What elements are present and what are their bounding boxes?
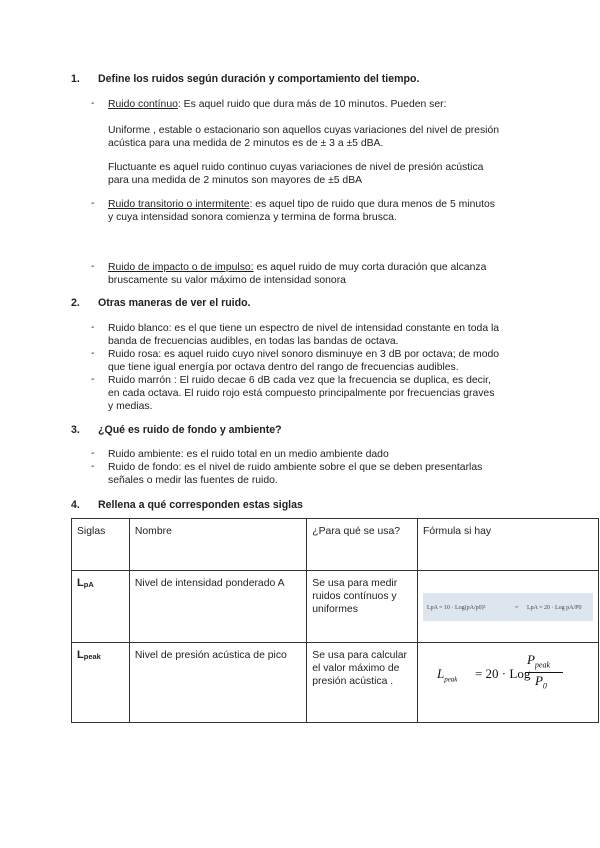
formula-cell: [417, 643, 598, 723]
nombre-cell: Nivel de presión acústica de pico: [129, 643, 306, 723]
sigla-cell: [72, 643, 130, 723]
bullet-dash: -: [91, 322, 95, 333]
formula-denominator: $P_0$: [534, 673, 547, 691]
bullet-dash: -: [91, 374, 95, 385]
table-row: [72, 571, 599, 643]
section-1-number: 1.: [71, 73, 80, 85]
formula-lpa-right: LpA = 20 · Log pA/P0: [526, 605, 582, 611]
table-row: [72, 643, 599, 723]
uso-cell: Se usa para medir ruidos contínuos y uniformes: [307, 571, 418, 643]
formula-cell: [417, 571, 598, 643]
section-2-number: 2.: [71, 297, 80, 309]
bullet-dash: -: [91, 198, 95, 209]
ruido-marron-line-2: en cada octava. El ruido rojo está compuesto principalmente por frecuencias graves: [108, 388, 495, 399]
ruido-impacto-text: es aquel ruido de muy corta duración que alcanza: [253, 262, 487, 273]
sigla-sub: peak: [83, 652, 101, 661]
section-4-title: Rellena a qué corresponden estas siglas: [98, 499, 303, 511]
ruido-rosa-line-1: Ruido rosa: es aquel ruido cuyo nivel sonoro disminuye en 3 dB por octava; de modo: [108, 349, 500, 360]
fraction-bar: [525, 672, 563, 673]
bullet-dash: -: [91, 461, 95, 472]
ruido-fondo-line-2: señales o medir las fuentes de ruido.: [108, 475, 278, 486]
ruido-fondo-line-1: Ruido de fondo: es el nivel de ruido ambiente sobre el que se deben presentarlas: [108, 462, 483, 473]
uniforme-line-1: Uniforme , estable o estacionario son aquellos cuyas variaciones del nivel de presión: [108, 125, 500, 136]
ruido-continuo-term: Ruido contínuo: [108, 99, 178, 110]
section-1-title: Define los ruidos según duración y comportamiento del tiempo.: [98, 73, 420, 85]
ruido-rosa-line-2: que tiene igual energía por octava dentro del rango de frecuencias audibles.: [108, 362, 459, 373]
fluctuante-line-2: para una medida de 2 minutos son mayores de ±5 dBA: [108, 175, 363, 186]
ruido-continuo-text: : Es aquel ruido que dura más de 10 minutos. Pueden ser:: [177, 99, 447, 110]
ruido-blanco-line-1: Ruido blanco: es el que tiene un espectro de nivel de intensidad constante en toda la: [108, 323, 500, 334]
fluctuante-line-1: Fluctuante es aquel ruido continuo cuyas variaciones de nivel de presión acústica: [108, 162, 484, 173]
ruido-transitorio-term: Ruido transitorio o intermitente: [108, 199, 250, 210]
table-header-row: [72, 519, 599, 571]
ruido-transitorio-text: : es aquel tipo de ruido que dura menos de 5 minutos: [249, 199, 495, 210]
ruido-impacto-line-2: bruscamente su valor máximo de intensidad sonora: [108, 275, 346, 286]
header-siglas: Siglas: [72, 519, 130, 571]
ruido-transitorio-item: [108, 198, 495, 211]
bullet-dash: -: [91, 261, 95, 272]
formula-image-lpa: [423, 593, 593, 621]
header-nombre: Nombre: [129, 519, 306, 571]
nombre-cell: Nivel de intensidad ponderado A: [129, 571, 306, 643]
formula-lpeak: [423, 649, 593, 709]
ruido-marron-line-3: y medias.: [108, 401, 153, 412]
sigla-sub: pA: [83, 580, 94, 589]
siglas-table: [71, 518, 599, 723]
uniforme-line-2: acústica para una medida de 2 minutos es de ± 3 a ±5 dBA.: [108, 138, 384, 149]
bullet-dash: -: [91, 98, 95, 109]
ruido-blanco-line-2: banda de frecuencias audibles, en todas las bandas de octava.: [108, 336, 399, 347]
bullet-dash: -: [91, 448, 95, 459]
formula-numerator: $P_{peak}$: [526, 652, 551, 670]
formula-lpa-left: LpA = 10 · Log(pA/p0)²: [426, 605, 486, 611]
sigla-cell: [72, 571, 130, 643]
ruido-impacto-term: Ruido de impacto o de impulso:: [108, 262, 254, 273]
section-3-number: 3.: [71, 424, 80, 436]
formula-lpa-sep: =: [514, 605, 519, 611]
header-uso: ¿Para qué se usa?: [307, 519, 418, 571]
section-2-title: Otras maneras de ver el ruido.: [98, 297, 251, 309]
uso-cell: Se usa para calcular el valor máximo de presión acústica .: [307, 643, 418, 723]
header-formula: Fórmula si hay: [417, 519, 598, 571]
ruido-transitorio-line-2: y cuya intensidad sonora comienza y termina de forma brusca.: [108, 212, 397, 223]
bullet-dash: -: [91, 348, 95, 359]
formula-eq: = 20 · Log: [474, 666, 531, 681]
ruido-impacto-item: [108, 261, 486, 274]
ruido-continuo-item: [108, 98, 447, 111]
section-4-number: 4.: [71, 499, 80, 511]
ruido-ambiente-line: Ruido ambiente: es el ruido total en un medio ambiente dado: [108, 449, 389, 460]
ruido-marron-line-1: Ruido marrón : El ruido decae 6 dB cada vez que la frecuencia se duplica, es decir,: [108, 375, 491, 386]
section-3-title: ¿Qué es ruido de fondo y ambiente?: [98, 424, 282, 436]
sigla-main: L: [77, 649, 84, 661]
sigla-main: L: [77, 577, 84, 589]
formula-lhs: $L_{peak}$: [436, 666, 458, 684]
